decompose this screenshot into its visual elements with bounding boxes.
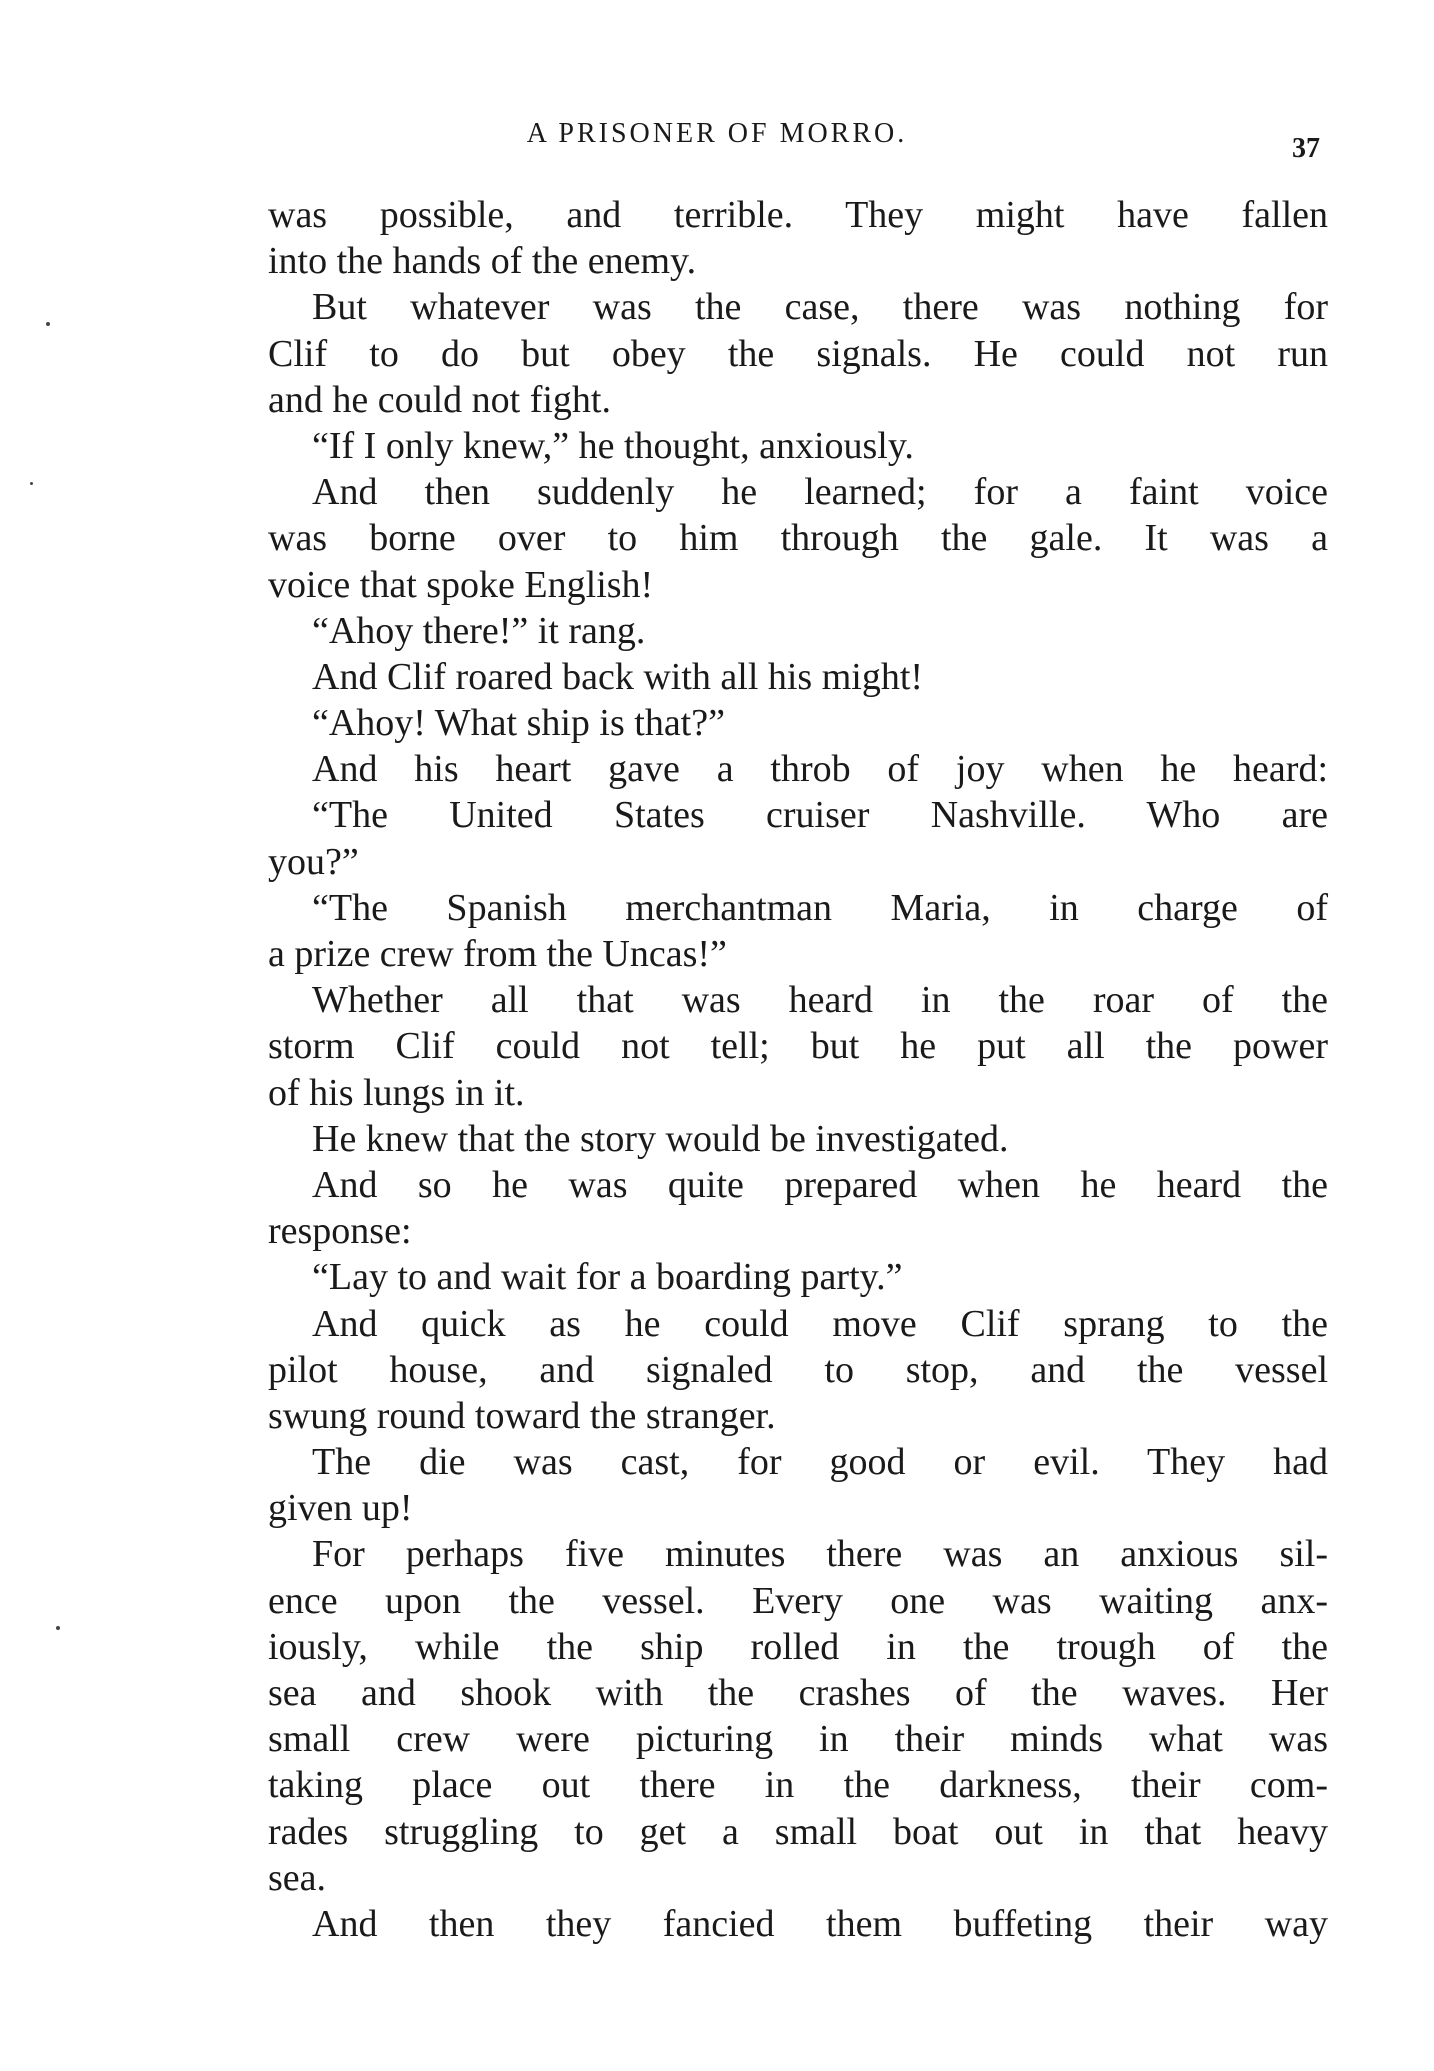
text-line: And Clif roared back with all his might! bbox=[312, 655, 924, 698]
text-line: swung round toward the stranger. bbox=[268, 1394, 776, 1437]
text-line: sea and shook with the crashes of the waves. Her bbox=[268, 1672, 1328, 1714]
page-text-body bbox=[268, 192, 1328, 1947]
text-line: But whatever was the case, there was nothing for bbox=[312, 286, 1328, 329]
text-line: a prize crew from the Uncas!” bbox=[268, 933, 727, 975]
text-line: Clif to do but obey the signals. He could not run bbox=[268, 332, 1328, 375]
margin-speck bbox=[46, 322, 50, 326]
text-line: “Ahoy! What ship is that?” bbox=[312, 702, 725, 745]
text-line: iously, while the ship rolled in the trough of the bbox=[268, 1625, 1328, 1668]
margin-speck bbox=[56, 1626, 60, 1630]
text-line: given up! bbox=[268, 1487, 413, 1530]
text-line: sea. bbox=[268, 1856, 327, 1899]
text-line: taking place out there in the darkness, their com- bbox=[268, 1764, 1328, 1807]
text-line: “The United States cruiser Nashville. Who are bbox=[312, 794, 1328, 837]
text-line: And then suddenly he learned; for a faint voice bbox=[312, 471, 1328, 514]
text-line: storm Clif could not tell; but he put all the power bbox=[268, 1025, 1328, 1068]
text-line: pilot house, and signaled to stop, and the vessel bbox=[268, 1348, 1328, 1391]
text-line: And his heart gave a throb of joy when he heard: bbox=[312, 748, 1328, 791]
text-line: And quick as he could move Clif sprang to the bbox=[312, 1302, 1328, 1345]
text-line: “Lay to and wait for a boarding party.” bbox=[312, 1256, 903, 1299]
text-line: He knew that the story would be investigated. bbox=[312, 1117, 1009, 1160]
text-line: into the hands of the enemy. bbox=[268, 240, 697, 283]
page-number: 37 bbox=[1292, 133, 1320, 164]
text-line: And so he was quite prepared when he heard the bbox=[312, 1163, 1328, 1206]
text-line: ence upon the vessel. Every one was waiting anx- bbox=[268, 1579, 1328, 1622]
text-line: was borne over to him through the gale. It was a bbox=[268, 517, 1328, 560]
text-line: and he could not fight. bbox=[268, 378, 611, 421]
text-line: you?” bbox=[268, 840, 359, 883]
text-line: response: bbox=[268, 1210, 412, 1253]
running-head-title: A PRISONER OF MORRO. bbox=[526, 118, 908, 149]
text-line: And then they fancied them buffeting their way bbox=[312, 1902, 1328, 1945]
text-line: The die was cast, for good or evil. They had bbox=[312, 1441, 1328, 1484]
text-line: rades struggling to get a small boat out in that heavy bbox=[268, 1810, 1328, 1853]
text-line: Whether all that was heard in the roar of the bbox=[312, 979, 1328, 1022]
text-line: “The Spanish merchantman Maria, in charge of bbox=[312, 886, 1328, 929]
text-line: voice that spoke English! bbox=[268, 563, 654, 606]
text-line: was possible, and terrible. They might have fallen bbox=[268, 194, 1328, 236]
margin-speck bbox=[30, 482, 33, 485]
text-line: “If I only knew,” he thought, anxiously. bbox=[312, 424, 914, 467]
text-line: “Ahoy there!” it rang. bbox=[312, 609, 646, 652]
text-line: of his lungs in it. bbox=[268, 1071, 525, 1114]
text-line: small crew were picturing in their minds what was bbox=[268, 1718, 1328, 1761]
text-line: For perhaps five minutes there was an anxious sil- bbox=[312, 1533, 1328, 1576]
